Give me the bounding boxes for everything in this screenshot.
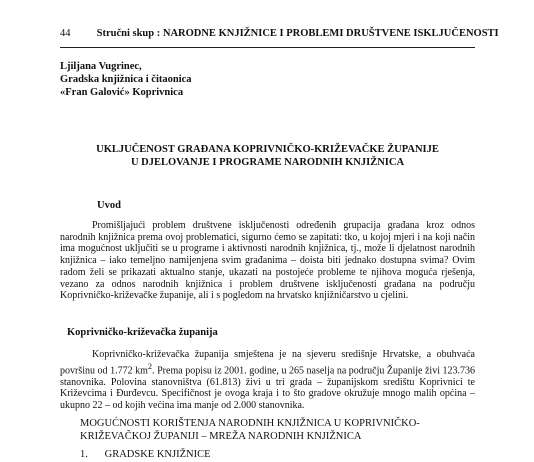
page-number: 44: [60, 28, 71, 39]
possibilities-heading-line-1: MOGUĆNOSTI KORIŠTENJA NARODNIH KNJIŽNICA U KOPRIVNIČKO-: [80, 418, 420, 429]
author-affiliation: Gradska knjižnica i čitaonica: [60, 74, 192, 85]
header-rule: [60, 47, 475, 48]
running-header: [60, 28, 499, 39]
list-item-label: GRADSKE KNJIŽNICE: [104, 449, 211, 460]
intro-heading: Uvod: [97, 200, 121, 211]
county-paragraph-part-2: . Prema popisu iz 2001. godine, u 265 naselja na području Županije živi 123.736 stanovnika. Polovina stanovništva (61.813) živi u tri grada – županijskom središtu Koprivnici te Križevcima i Đurđevcu. Specifičnost je ovoga kraja i to što gradove okružuje mnogo malih općina – ukupno 22 – od kojih većina ima manje od 2.000 stanovnika.: [60, 365, 476, 412]
author-name: Ljiljana Vugrinec,: [60, 61, 142, 72]
document-title-line-1: UKLJUČENOST GRAĐANA KOPRIVNIČKO-KRIŽEVAČKE ŽUPANIJE: [96, 144, 439, 155]
possibilities-heading: [80, 417, 420, 443]
possibilities-heading-line-2: KRIŽEVAČKOJ ŽUPANIJI – MREŽA NARODNIH KNJIŽNICA: [80, 431, 362, 442]
county-paragraph-superscript: 2: [147, 361, 153, 371]
intro-paragraph: Promišljajući problem društvene isključenosti određenih grupacija građana kroz odnos narodnih knjižnica prema ovoj problematici, sigurno ćemo se zapitati: tko, u kojoj mjeri i na koji način ima mogućnost uključiti se u programe i aktivnosti narodnih knjižnica, tj., može li djelatnost narodnih knjižnica – iako temeljno namijenjena svim građanima – doista biti jednako dostupna svima? Ovim radom želi se prikazati aktualno stanje, ukazati na postojeće probleme te njihova moguća rješenja, vezano za odnos narodnih knjižnica i problem društvene isključenosti građana na području Koprivničko-križevačke županije, ali i s pogledom na hrvatsko knjižničarstvo u cjelini.: [60, 220, 475, 302]
document-title-line-2: U DJELOVANJE I PROGRAME NARODNIH KNJIŽNICA: [130, 157, 405, 168]
author-library: «Fran Galović» Koprivnica: [60, 87, 184, 98]
county-paragraph: [60, 349, 475, 412]
document-title: [60, 143, 475, 169]
running-header-title: Stručni skup : NARODNE KNJIŽNICE I PROBLEMI DRUŠTVENE ISKLJUČENOSTI: [96, 28, 499, 39]
county-paragraph-part-1: Koprivničko-križevačka županija smještena je na sjeveru središnje Hrvatske, a obuhvaća površinu od 1.772 km: [60, 349, 475, 377]
list-item-number: 1.: [80, 449, 88, 460]
list-item: [80, 449, 211, 460]
author-block: [60, 60, 192, 99]
county-heading: Koprivničko-križevačka županija: [67, 327, 218, 338]
